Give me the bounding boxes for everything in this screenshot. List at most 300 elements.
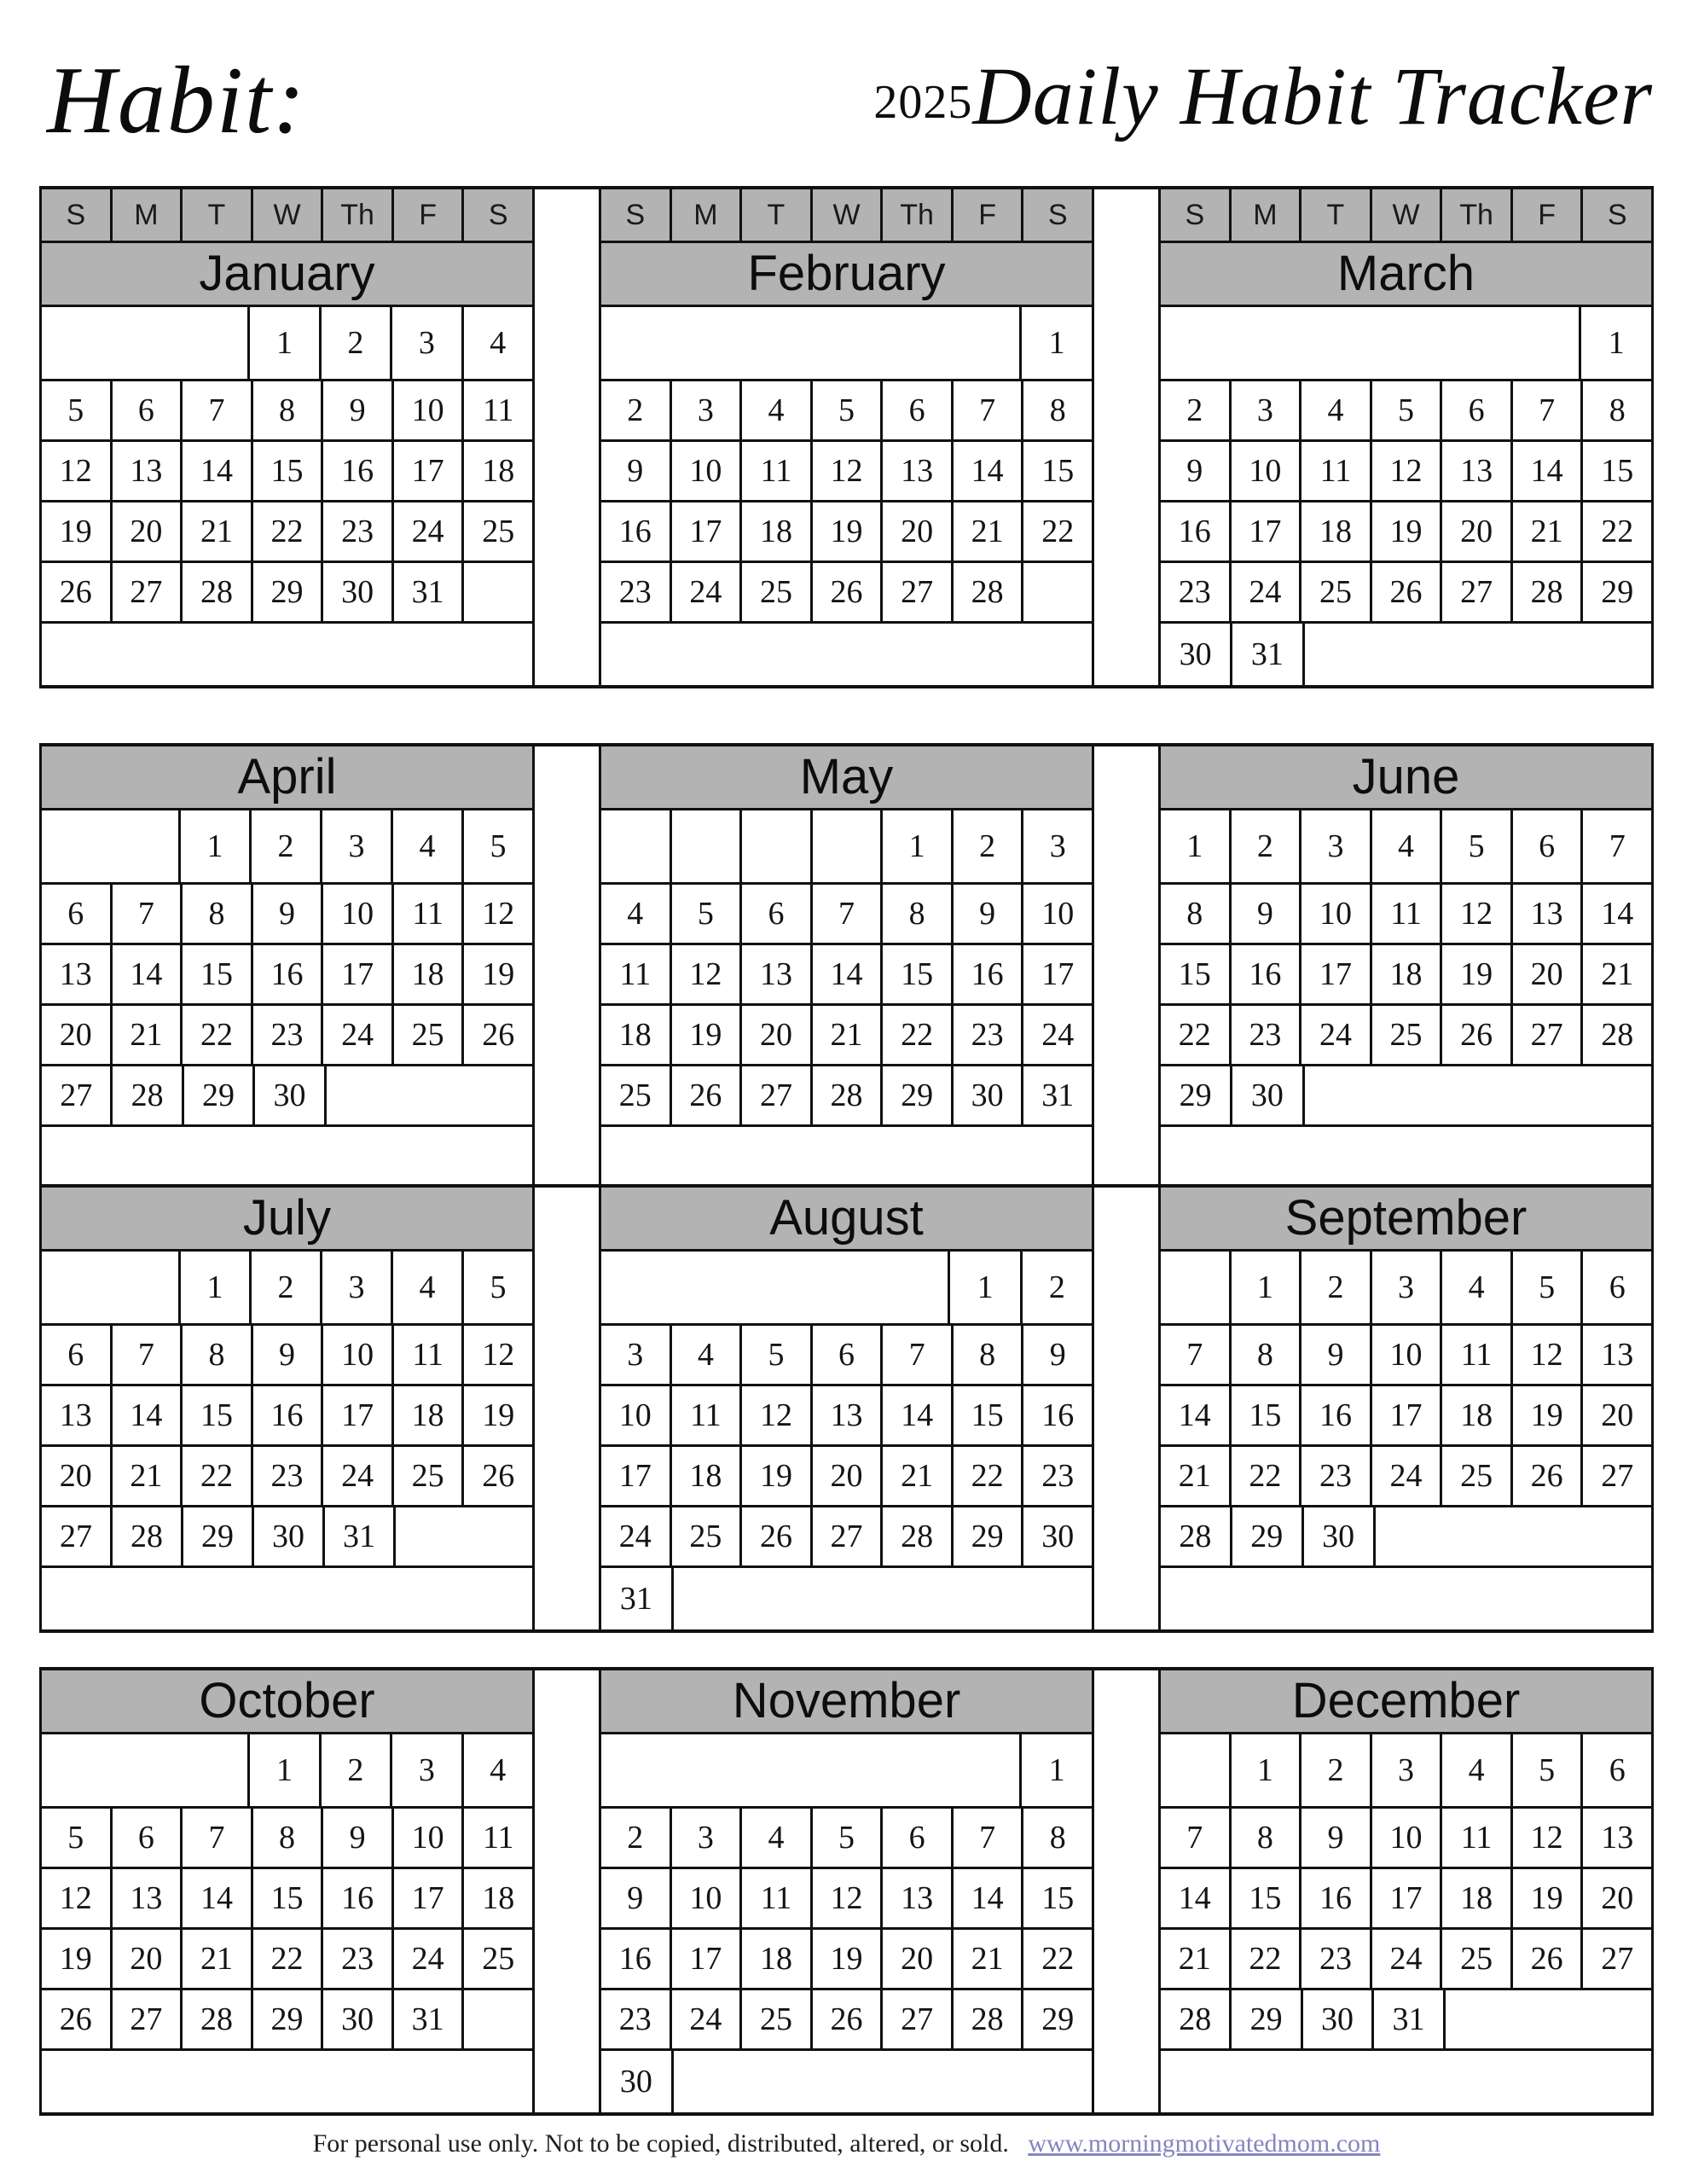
day-cell-november-23[interactable]: 23 (601, 1990, 672, 2048)
day-cell-august-6[interactable]: 6 (813, 1326, 884, 1384)
day-cell-february-11[interactable]: 11 (742, 442, 813, 500)
day-cell-april-5[interactable]: 5 (490, 828, 507, 864)
day-cell-august-23[interactable]: 23 (1041, 1458, 1075, 1494)
day-cell-may-23[interactable]: 23 (954, 1006, 1024, 1064)
day-cell-february-13[interactable]: 13 (883, 442, 954, 500)
day-cell-february-26[interactable]: 26 (813, 563, 884, 621)
day-cell-march-4[interactable]: 4 (1301, 381, 1372, 439)
day-cell-june-29[interactable]: 29 (1161, 1066, 1232, 1124)
day-cell-august-28[interactable]: 28 (883, 1507, 954, 1565)
day-cell-december-14[interactable]: 14 (1161, 1869, 1232, 1927)
day-cell-july-6[interactable]: 6 (42, 1326, 113, 1384)
day-cell-april-19[interactable]: 19 (482, 956, 515, 992)
day-cell-december-28[interactable]: 28 (1161, 1990, 1232, 2048)
day-cell-june-14[interactable]: 14 (1601, 896, 1634, 932)
day-cell-october-20[interactable]: 20 (113, 1930, 183, 1988)
day-cell-november-4[interactable]: 4 (742, 1809, 813, 1867)
day-cell-june-7[interactable]: 7 (1609, 828, 1626, 864)
day-cell-february-14[interactable]: 14 (954, 442, 1024, 500)
day-cell-september-14[interactable]: 14 (1161, 1386, 1232, 1444)
day-cell-june-30[interactable]: 30 (1232, 1066, 1304, 1124)
day-cell-july-30[interactable]: 30 (254, 1507, 325, 1565)
day-cell-august-9[interactable]: 9 (1049, 1337, 1066, 1373)
day-cell-july-7[interactable]: 7 (113, 1326, 183, 1384)
day-cell-january-30[interactable]: 30 (323, 563, 394, 621)
day-cell-january-6[interactable]: 6 (113, 381, 183, 439)
day-cell-april-7[interactable]: 7 (113, 885, 183, 943)
day-cell-march-26[interactable]: 26 (1372, 563, 1443, 621)
day-cell-october-1[interactable]: 1 (250, 1734, 321, 1806)
day-cell-january-8[interactable]: 8 (253, 381, 324, 439)
day-cell-january-11[interactable]: 11 (482, 392, 514, 428)
day-cell-february-27[interactable]: 27 (883, 563, 954, 621)
day-cell-august-17[interactable]: 17 (601, 1447, 672, 1505)
day-cell-june-28[interactable]: 28 (1601, 1017, 1634, 1053)
day-cell-april-27[interactable]: 27 (42, 1066, 113, 1124)
day-cell-september-20[interactable]: 20 (1601, 1397, 1634, 1433)
day-cell-july-27[interactable]: 27 (42, 1507, 113, 1565)
day-cell-june-22[interactable]: 22 (1161, 1006, 1232, 1064)
day-cell-february-19[interactable]: 19 (813, 502, 884, 561)
day-cell-may-20[interactable]: 20 (742, 1006, 813, 1064)
day-cell-july-2[interactable]: 2 (252, 1252, 322, 1323)
day-cell-september-4[interactable]: 4 (1442, 1252, 1513, 1323)
day-cell-august-5[interactable]: 5 (742, 1326, 813, 1384)
day-cell-july-31[interactable]: 31 (325, 1507, 396, 1565)
day-cell-august-19[interactable]: 19 (742, 1447, 813, 1505)
day-cell-october-22[interactable]: 22 (253, 1930, 324, 1988)
day-cell-october-2[interactable]: 2 (322, 1734, 392, 1806)
day-cell-april-16[interactable]: 16 (253, 945, 324, 1003)
day-cell-december-9[interactable]: 9 (1301, 1809, 1372, 1867)
day-cell-june-1[interactable]: 1 (1161, 810, 1232, 882)
day-cell-may-8[interactable]: 8 (883, 885, 954, 943)
day-cell-april-26[interactable]: 26 (482, 1017, 515, 1053)
day-cell-july-23[interactable]: 23 (253, 1447, 324, 1505)
day-cell-november-9[interactable]: 9 (601, 1869, 672, 1927)
day-cell-april-30[interactable]: 30 (255, 1066, 326, 1124)
day-cell-december-18[interactable]: 18 (1442, 1869, 1513, 1927)
day-cell-december-8[interactable]: 8 (1232, 1809, 1302, 1867)
day-cell-august-14[interactable]: 14 (883, 1386, 954, 1444)
day-cell-december-7[interactable]: 7 (1161, 1809, 1232, 1867)
day-cell-july-29[interactable]: 29 (183, 1507, 254, 1565)
day-cell-november-10[interactable]: 10 (672, 1869, 743, 1927)
day-cell-july-20[interactable]: 20 (42, 1447, 113, 1505)
day-cell-august-11[interactable]: 11 (672, 1386, 743, 1444)
day-cell-september-21[interactable]: 21 (1161, 1447, 1232, 1505)
day-cell-december-20[interactable]: 20 (1601, 1880, 1634, 1916)
day-cell-april-18[interactable]: 18 (394, 945, 465, 1003)
day-cell-september-5[interactable]: 5 (1513, 1252, 1584, 1323)
day-cell-february-7[interactable]: 7 (954, 381, 1024, 439)
day-cell-may-31[interactable]: 31 (1041, 1077, 1075, 1113)
day-cell-january-1[interactable]: 1 (250, 307, 321, 379)
day-cell-october-24[interactable]: 24 (394, 1930, 465, 1988)
day-cell-october-4[interactable]: 4 (490, 1752, 507, 1788)
day-cell-december-19[interactable]: 19 (1513, 1869, 1584, 1927)
day-cell-september-29[interactable]: 29 (1232, 1507, 1304, 1565)
day-cell-april-8[interactable]: 8 (183, 885, 253, 943)
day-cell-january-29[interactable]: 29 (253, 563, 324, 621)
day-cell-march-11[interactable]: 11 (1301, 442, 1372, 500)
day-cell-march-17[interactable]: 17 (1232, 502, 1302, 561)
day-cell-february-20[interactable]: 20 (883, 502, 954, 561)
day-cell-january-5[interactable]: 5 (42, 381, 113, 439)
day-cell-april-28[interactable]: 28 (113, 1066, 183, 1124)
day-cell-april-4[interactable]: 4 (393, 810, 464, 882)
day-cell-october-18[interactable]: 18 (482, 1880, 515, 1916)
day-cell-may-30[interactable]: 30 (954, 1066, 1024, 1124)
day-cell-january-15[interactable]: 15 (253, 442, 324, 500)
day-cell-june-13[interactable]: 13 (1513, 885, 1584, 943)
day-cell-may-14[interactable]: 14 (813, 945, 884, 1003)
day-cell-august-15[interactable]: 15 (954, 1386, 1024, 1444)
day-cell-october-23[interactable]: 23 (323, 1930, 394, 1988)
day-cell-july-11[interactable]: 11 (394, 1326, 465, 1384)
day-cell-november-2[interactable]: 2 (601, 1809, 672, 1867)
day-cell-march-5[interactable]: 5 (1372, 381, 1443, 439)
day-cell-june-20[interactable]: 20 (1513, 945, 1584, 1003)
day-cell-march-30[interactable]: 30 (1161, 624, 1232, 685)
day-cell-september-3[interactable]: 3 (1372, 1252, 1443, 1323)
day-cell-december-12[interactable]: 12 (1513, 1809, 1584, 1867)
day-cell-february-22[interactable]: 22 (1041, 514, 1075, 549)
day-cell-october-26[interactable]: 26 (42, 1990, 113, 2048)
day-cell-may-7[interactable]: 7 (813, 885, 884, 943)
day-cell-october-28[interactable]: 28 (183, 1990, 253, 2048)
day-cell-march-19[interactable]: 19 (1372, 502, 1443, 561)
day-cell-january-10[interactable]: 10 (394, 381, 465, 439)
day-cell-september-15[interactable]: 15 (1232, 1386, 1302, 1444)
day-cell-september-19[interactable]: 19 (1513, 1386, 1584, 1444)
day-cell-october-3[interactable]: 3 (392, 1734, 463, 1806)
day-cell-june-24[interactable]: 24 (1301, 1006, 1372, 1064)
day-cell-january-16[interactable]: 16 (323, 442, 394, 500)
day-cell-january-7[interactable]: 7 (183, 381, 253, 439)
day-cell-april-2[interactable]: 2 (252, 810, 322, 882)
day-cell-november-17[interactable]: 17 (672, 1930, 743, 1988)
day-cell-june-19[interactable]: 19 (1442, 945, 1513, 1003)
day-cell-november-28[interactable]: 28 (954, 1990, 1024, 2048)
day-cell-october-17[interactable]: 17 (394, 1869, 465, 1927)
day-cell-march-18[interactable]: 18 (1301, 502, 1372, 561)
day-cell-march-25[interactable]: 25 (1301, 563, 1372, 621)
day-cell-september-12[interactable]: 12 (1513, 1326, 1584, 1384)
day-cell-december-16[interactable]: 16 (1301, 1869, 1372, 1927)
day-cell-july-16[interactable]: 16 (253, 1386, 324, 1444)
day-cell-december-25[interactable]: 25 (1442, 1930, 1513, 1988)
day-cell-october-29[interactable]: 29 (253, 1990, 324, 2048)
day-cell-december-4[interactable]: 4 (1442, 1734, 1513, 1806)
day-cell-july-18[interactable]: 18 (394, 1386, 465, 1444)
day-cell-january-25[interactable]: 25 (482, 514, 515, 549)
day-cell-august-2[interactable]: 2 (1048, 1269, 1065, 1305)
day-cell-december-22[interactable]: 22 (1232, 1930, 1302, 1988)
day-cell-may-9[interactable]: 9 (954, 885, 1024, 943)
day-cell-july-8[interactable]: 8 (183, 1326, 253, 1384)
day-cell-december-31[interactable]: 31 (1374, 1990, 1445, 2048)
day-cell-november-27[interactable]: 27 (883, 1990, 954, 2048)
day-cell-december-27[interactable]: 27 (1601, 1941, 1634, 1977)
day-cell-june-12[interactable]: 12 (1442, 885, 1513, 943)
day-cell-january-2[interactable]: 2 (322, 307, 392, 379)
day-cell-march-23[interactable]: 23 (1161, 563, 1232, 621)
day-cell-august-7[interactable]: 7 (883, 1326, 954, 1384)
day-cell-january-24[interactable]: 24 (394, 502, 465, 561)
day-cell-september-23[interactable]: 23 (1301, 1447, 1372, 1505)
day-cell-march-7[interactable]: 7 (1513, 381, 1584, 439)
day-cell-september-18[interactable]: 18 (1442, 1386, 1513, 1444)
day-cell-january-27[interactable]: 27 (113, 563, 183, 621)
day-cell-august-16[interactable]: 16 (1041, 1397, 1075, 1433)
day-cell-march-9[interactable]: 9 (1161, 442, 1232, 500)
day-cell-october-30[interactable]: 30 (323, 1990, 394, 2048)
day-cell-november-16[interactable]: 16 (601, 1930, 672, 1988)
day-cell-july-5[interactable]: 5 (490, 1269, 507, 1305)
day-cell-may-19[interactable]: 19 (672, 1006, 743, 1064)
day-cell-november-5[interactable]: 5 (813, 1809, 884, 1867)
day-cell-may-1[interactable]: 1 (883, 810, 954, 882)
day-cell-august-12[interactable]: 12 (742, 1386, 813, 1444)
day-cell-february-15[interactable]: 15 (1041, 453, 1075, 489)
day-cell-september-10[interactable]: 10 (1372, 1326, 1443, 1384)
day-cell-november-11[interactable]: 11 (742, 1869, 813, 1927)
day-cell-november-13[interactable]: 13 (883, 1869, 954, 1927)
day-cell-june-16[interactable]: 16 (1232, 945, 1302, 1003)
day-cell-may-15[interactable]: 15 (883, 945, 954, 1003)
day-cell-may-2[interactable]: 2 (954, 810, 1024, 882)
day-cell-april-1[interactable]: 1 (181, 810, 252, 882)
day-cell-march-14[interactable]: 14 (1513, 442, 1584, 500)
day-cell-april-20[interactable]: 20 (42, 1006, 113, 1064)
day-cell-june-27[interactable]: 27 (1513, 1006, 1584, 1064)
day-cell-august-4[interactable]: 4 (672, 1326, 743, 1384)
day-cell-january-9[interactable]: 9 (323, 381, 394, 439)
day-cell-april-29[interactable]: 29 (184, 1066, 255, 1124)
day-cell-may-11[interactable]: 11 (601, 945, 672, 1003)
day-cell-december-10[interactable]: 10 (1372, 1809, 1443, 1867)
day-cell-july-1[interactable]: 1 (181, 1252, 252, 1323)
day-cell-april-24[interactable]: 24 (323, 1006, 394, 1064)
day-cell-august-18[interactable]: 18 (672, 1447, 743, 1505)
day-cell-february-16[interactable]: 16 (601, 502, 672, 561)
day-cell-september-11[interactable]: 11 (1442, 1326, 1513, 1384)
day-cell-march-29[interactable]: 29 (1601, 574, 1634, 610)
day-cell-august-22[interactable]: 22 (954, 1447, 1024, 1505)
day-cell-march-12[interactable]: 12 (1372, 442, 1443, 500)
footer-link[interactable]: www.morningmotivatedmom.com (1028, 2129, 1381, 2158)
day-cell-september-17[interactable]: 17 (1372, 1386, 1443, 1444)
day-cell-november-15[interactable]: 15 (1041, 1880, 1075, 1916)
day-cell-october-11[interactable]: 11 (482, 1820, 514, 1856)
day-cell-january-4[interactable]: 4 (490, 325, 507, 361)
day-cell-february-17[interactable]: 17 (672, 502, 743, 561)
day-cell-february-23[interactable]: 23 (601, 563, 672, 621)
day-cell-september-22[interactable]: 22 (1232, 1447, 1302, 1505)
day-cell-september-6[interactable]: 6 (1609, 1269, 1626, 1305)
day-cell-march-20[interactable]: 20 (1442, 502, 1513, 561)
day-cell-march-3[interactable]: 3 (1232, 381, 1302, 439)
day-cell-august-21[interactable]: 21 (883, 1447, 954, 1505)
day-cell-january-22[interactable]: 22 (253, 502, 324, 561)
day-cell-june-6[interactable]: 6 (1513, 810, 1584, 882)
day-cell-september-30[interactable]: 30 (1304, 1507, 1376, 1565)
day-cell-december-5[interactable]: 5 (1513, 1734, 1584, 1806)
day-cell-may-10[interactable]: 10 (1041, 896, 1075, 932)
day-cell-january-12[interactable]: 12 (42, 442, 113, 500)
day-cell-october-12[interactable]: 12 (42, 1869, 113, 1927)
day-cell-july-22[interactable]: 22 (183, 1447, 253, 1505)
day-cell-january-14[interactable]: 14 (183, 442, 253, 500)
day-cell-april-25[interactable]: 25 (394, 1006, 465, 1064)
day-cell-november-24[interactable]: 24 (672, 1990, 743, 2048)
day-cell-november-7[interactable]: 7 (954, 1809, 1024, 1867)
day-cell-september-24[interactable]: 24 (1372, 1447, 1443, 1505)
day-cell-november-29[interactable]: 29 (1041, 2001, 1075, 2037)
day-cell-october-13[interactable]: 13 (113, 1869, 183, 1927)
day-cell-july-21[interactable]: 21 (113, 1447, 183, 1505)
day-cell-march-22[interactable]: 22 (1601, 514, 1634, 549)
day-cell-june-4[interactable]: 4 (1372, 810, 1443, 882)
day-cell-august-27[interactable]: 27 (813, 1507, 884, 1565)
day-cell-february-6[interactable]: 6 (883, 381, 954, 439)
day-cell-july-3[interactable]: 3 (322, 1252, 393, 1323)
day-cell-november-19[interactable]: 19 (813, 1930, 884, 1988)
day-cell-september-7[interactable]: 7 (1161, 1326, 1232, 1384)
day-cell-october-6[interactable]: 6 (113, 1809, 183, 1867)
day-cell-february-8[interactable]: 8 (1049, 392, 1066, 428)
day-cell-may-3[interactable]: 3 (1049, 828, 1066, 864)
day-cell-october-8[interactable]: 8 (253, 1809, 324, 1867)
day-cell-november-20[interactable]: 20 (883, 1930, 954, 1988)
day-cell-april-22[interactable]: 22 (183, 1006, 253, 1064)
day-cell-october-21[interactable]: 21 (183, 1930, 253, 1988)
day-cell-september-1[interactable]: 1 (1232, 1252, 1302, 1323)
day-cell-march-6[interactable]: 6 (1442, 381, 1513, 439)
day-cell-october-10[interactable]: 10 (394, 1809, 465, 1867)
day-cell-may-21[interactable]: 21 (813, 1006, 884, 1064)
day-cell-march-21[interactable]: 21 (1513, 502, 1584, 561)
day-cell-march-27[interactable]: 27 (1442, 563, 1513, 621)
day-cell-october-7[interactable]: 7 (183, 1809, 253, 1867)
day-cell-july-24[interactable]: 24 (323, 1447, 394, 1505)
day-cell-march-1[interactable]: 1 (1608, 325, 1625, 361)
day-cell-september-27[interactable]: 27 (1601, 1458, 1634, 1494)
day-cell-may-4[interactable]: 4 (601, 885, 672, 943)
day-cell-november-3[interactable]: 3 (672, 1809, 743, 1867)
day-cell-november-30[interactable]: 30 (601, 2051, 674, 2112)
day-cell-november-18[interactable]: 18 (742, 1930, 813, 1988)
day-cell-may-5[interactable]: 5 (672, 885, 743, 943)
day-cell-february-24[interactable]: 24 (672, 563, 743, 621)
day-cell-may-29[interactable]: 29 (883, 1066, 954, 1124)
day-cell-may-27[interactable]: 27 (742, 1066, 813, 1124)
day-cell-july-28[interactable]: 28 (113, 1507, 183, 1565)
day-cell-january-3[interactable]: 3 (392, 307, 463, 379)
day-cell-october-16[interactable]: 16 (323, 1869, 394, 1927)
day-cell-may-26[interactable]: 26 (672, 1066, 743, 1124)
day-cell-july-12[interactable]: 12 (482, 1337, 515, 1373)
day-cell-june-25[interactable]: 25 (1372, 1006, 1443, 1064)
day-cell-november-26[interactable]: 26 (813, 1990, 884, 2048)
day-cell-december-17[interactable]: 17 (1372, 1869, 1443, 1927)
day-cell-february-1[interactable]: 1 (1048, 325, 1065, 361)
day-cell-may-13[interactable]: 13 (742, 945, 813, 1003)
day-cell-september-2[interactable]: 2 (1301, 1252, 1372, 1323)
day-cell-may-16[interactable]: 16 (954, 945, 1024, 1003)
day-cell-february-4[interactable]: 4 (742, 381, 813, 439)
day-cell-july-13[interactable]: 13 (42, 1386, 113, 1444)
day-cell-april-15[interactable]: 15 (183, 945, 253, 1003)
day-cell-march-13[interactable]: 13 (1442, 442, 1513, 500)
day-cell-june-3[interactable]: 3 (1301, 810, 1372, 882)
day-cell-january-13[interactable]: 13 (113, 442, 183, 500)
day-cell-may-28[interactable]: 28 (813, 1066, 884, 1124)
day-cell-december-13[interactable]: 13 (1601, 1820, 1634, 1856)
day-cell-march-10[interactable]: 10 (1232, 442, 1302, 500)
day-cell-june-10[interactable]: 10 (1301, 885, 1372, 943)
day-cell-june-8[interactable]: 8 (1161, 885, 1232, 943)
day-cell-november-8[interactable]: 8 (1049, 1820, 1066, 1856)
day-cell-july-15[interactable]: 15 (183, 1386, 253, 1444)
day-cell-january-19[interactable]: 19 (42, 502, 113, 561)
day-cell-may-12[interactable]: 12 (672, 945, 743, 1003)
day-cell-august-29[interactable]: 29 (954, 1507, 1024, 1565)
day-cell-november-22[interactable]: 22 (1041, 1941, 1075, 1977)
day-cell-september-16[interactable]: 16 (1301, 1386, 1372, 1444)
day-cell-may-18[interactable]: 18 (601, 1006, 672, 1064)
day-cell-january-23[interactable]: 23 (323, 502, 394, 561)
day-cell-november-14[interactable]: 14 (954, 1869, 1024, 1927)
day-cell-may-6[interactable]: 6 (742, 885, 813, 943)
day-cell-november-6[interactable]: 6 (883, 1809, 954, 1867)
day-cell-july-19[interactable]: 19 (482, 1397, 515, 1433)
day-cell-march-16[interactable]: 16 (1161, 502, 1232, 561)
day-cell-december-23[interactable]: 23 (1301, 1930, 1372, 1988)
day-cell-march-28[interactable]: 28 (1513, 563, 1584, 621)
day-cell-october-25[interactable]: 25 (482, 1941, 515, 1977)
day-cell-august-1[interactable]: 1 (950, 1252, 1022, 1323)
day-cell-august-10[interactable]: 10 (601, 1386, 672, 1444)
day-cell-march-8[interactable]: 8 (1609, 392, 1626, 428)
day-cell-july-17[interactable]: 17 (323, 1386, 394, 1444)
day-cell-august-3[interactable]: 3 (601, 1326, 672, 1384)
day-cell-april-21[interactable]: 21 (113, 1006, 183, 1064)
day-cell-july-4[interactable]: 4 (393, 1252, 464, 1323)
day-cell-may-24[interactable]: 24 (1041, 1017, 1075, 1053)
day-cell-june-21[interactable]: 21 (1601, 956, 1634, 992)
day-cell-november-1[interactable]: 1 (1048, 1752, 1065, 1788)
day-cell-september-8[interactable]: 8 (1232, 1326, 1302, 1384)
day-cell-october-14[interactable]: 14 (183, 1869, 253, 1927)
day-cell-april-11[interactable]: 11 (394, 885, 465, 943)
day-cell-january-20[interactable]: 20 (113, 502, 183, 561)
day-cell-july-10[interactable]: 10 (323, 1326, 394, 1384)
day-cell-may-25[interactable]: 25 (601, 1066, 672, 1124)
day-cell-april-13[interactable]: 13 (42, 945, 113, 1003)
day-cell-august-8[interactable]: 8 (954, 1326, 1024, 1384)
day-cell-january-26[interactable]: 26 (42, 563, 113, 621)
day-cell-february-2[interactable]: 2 (601, 381, 672, 439)
day-cell-may-17[interactable]: 17 (1041, 956, 1075, 992)
day-cell-april-23[interactable]: 23 (253, 1006, 324, 1064)
day-cell-september-26[interactable]: 26 (1513, 1447, 1584, 1505)
day-cell-october-15[interactable]: 15 (253, 1869, 324, 1927)
day-cell-january-21[interactable]: 21 (183, 502, 253, 561)
day-cell-february-21[interactable]: 21 (954, 502, 1024, 561)
day-cell-february-5[interactable]: 5 (813, 381, 884, 439)
